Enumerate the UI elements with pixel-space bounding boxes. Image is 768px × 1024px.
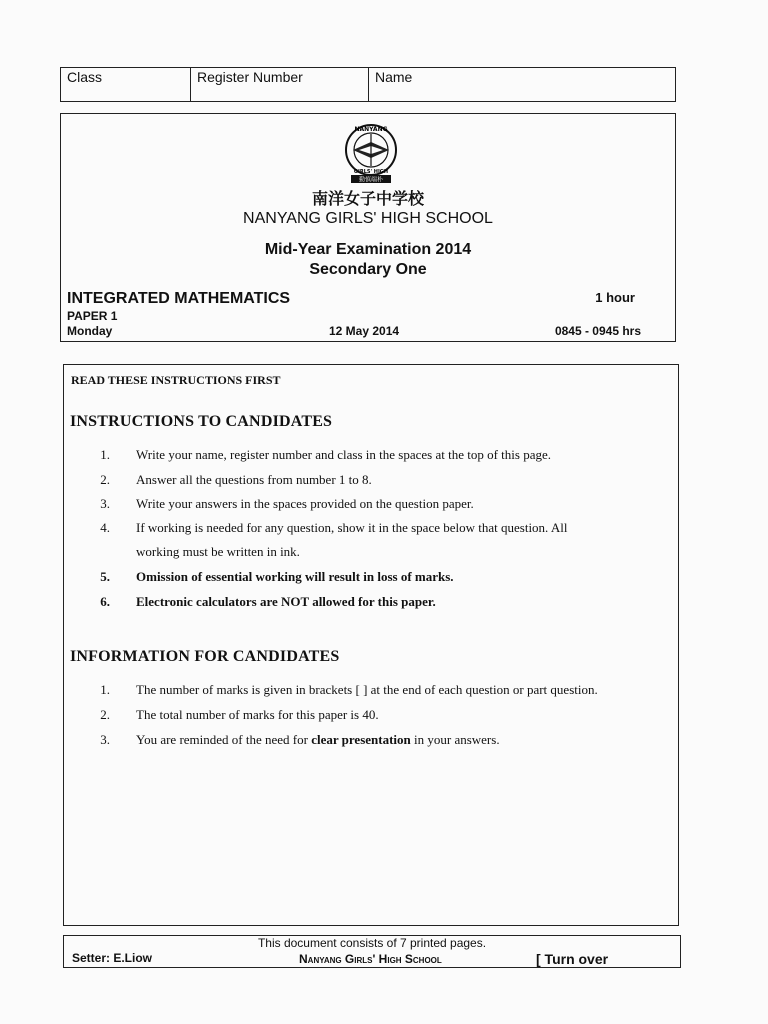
exam-time: 0845 - 0945 hrs — [554, 324, 641, 338]
crest-top-text: NANYANG — [354, 126, 388, 133]
item-number: 6. — [100, 594, 110, 609]
subject-title: INTEGRATED MATHEMATICS — [67, 290, 291, 307]
name-cell[interactable] — [369, 68, 674, 101]
class-cell[interactable] — [61, 68, 191, 101]
crest-bottom-text: GIRLS' HIGH — [353, 169, 389, 175]
footer-school-name: Nanyang Girls' High School — [299, 952, 442, 966]
instructions-panel — [63, 364, 679, 926]
item-text: working must be written in ink. — [136, 544, 300, 559]
item-number: 5. — [100, 569, 110, 584]
item-text: The number of marks is given in brackets [ ] at the end of each question or part question. — [136, 682, 598, 697]
page-count-note: This document consists of 7 printed pages. — [257, 936, 487, 950]
setter-name: Setter: E.Liow — [72, 951, 153, 965]
item-text — [136, 732, 500, 748]
item-text-after: in your answers. — [410, 732, 500, 747]
turn-over-label: [ Turn over — [536, 951, 609, 967]
crest-motto: 勤慎端朴 — [358, 176, 384, 184]
item-number: 3. — [100, 496, 110, 511]
instructions-heading: INSTRUCTIONS TO CANDIDATES — [70, 413, 333, 430]
register-number-cell[interactable] — [191, 68, 369, 101]
item-text: Answer all the questions from number 1 to 8. — [136, 472, 372, 487]
exam-day: Monday — [67, 324, 113, 338]
item-text-before: You are reminded of the need for — [136, 732, 312, 747]
item-number: 1. — [100, 682, 110, 697]
paper-number: PAPER 1 — [67, 309, 118, 323]
item-number: 3. — [100, 732, 110, 747]
read-first-heading: READ THESE INSTRUCTIONS FIRST — [71, 373, 281, 387]
exam-header — [60, 113, 676, 342]
page-footer — [63, 935, 681, 968]
item-text: Write your name, register number and class in the spaces at the top of this page. — [136, 447, 551, 462]
item-number: 2. — [100, 472, 110, 487]
item-text: If working is needed for any question, show it in the space below that question. All — [136, 520, 568, 535]
item-text: Omission of essential working will result in loss of marks. — [136, 569, 454, 584]
item-number: 1. — [100, 447, 110, 462]
register-number-label: Register Number — [197, 69, 303, 85]
school-crest-icon — [339, 120, 403, 184]
item-text: Write your answers in the spaces provided on the question paper. — [136, 496, 474, 511]
exam-level: Secondary One — [309, 261, 427, 278]
class-label: Class — [67, 69, 103, 85]
school-chinese-name: 南洋女子中学校 — [311, 189, 424, 208]
item-text: The total number of marks for this paper is 40. — [136, 707, 379, 722]
item-number: 4. — [100, 520, 110, 535]
item-text: Electronic calculators are NOT allowed for this paper. — [136, 594, 436, 609]
name-label: Name — [375, 69, 413, 85]
school-name: NANYANG GIRLS' HIGH SCHOOL — [243, 210, 493, 227]
exam-date: 12 May 2014 — [329, 324, 400, 338]
exam-duration: 1 hour — [595, 290, 635, 305]
item-text-bold: clear presentation — [311, 732, 411, 747]
identity-table — [60, 67, 676, 102]
exam-title: Mid-Year Examination 2014 — [264, 241, 472, 258]
item-number: 2. — [100, 707, 110, 722]
information-heading: INFORMATION FOR CANDIDATES — [70, 648, 340, 665]
